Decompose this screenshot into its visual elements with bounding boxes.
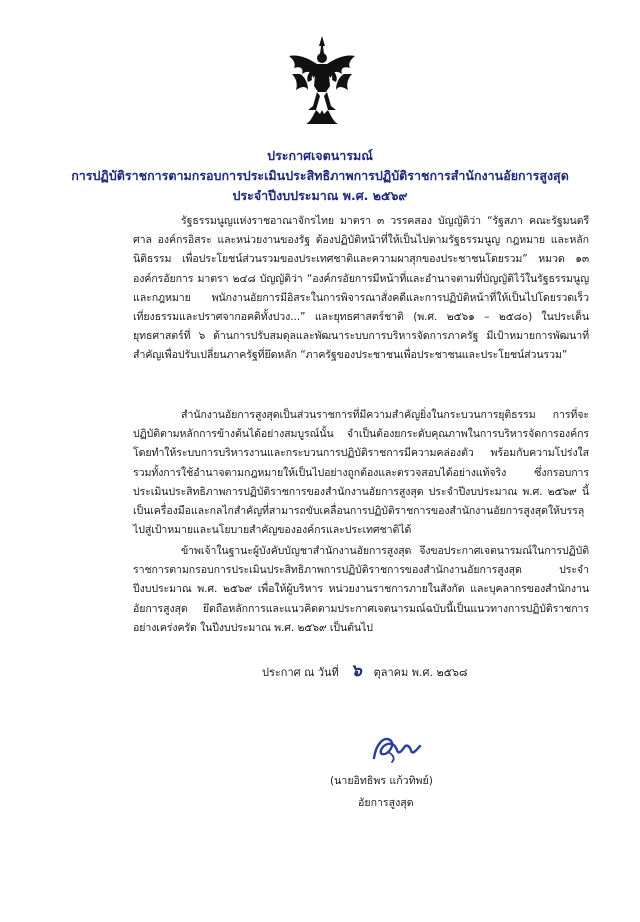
- announcement-title: ประกาศเจตนารมณ์: [267, 148, 373, 163]
- garuda-emblem-icon: [286, 34, 358, 126]
- fiscal-year-line: ประจำปีงบประมาณ พ.ศ. ๒๕๖๙: [232, 188, 408, 203]
- date-line: [262, 662, 468, 682]
- constitution-paragraph: รัฐธรรมนูญแห่งราชอาณาจักรไทย มาตรา ๓ วรรคสอง บัญญัติว่า “รัฐสภา คณะรัฐมนตรี ศาล องค์กรอิสระ และหน่วยงานของรัฐ ต้องปฏิบัติหน้าที่ให้เป็นไปตามรัฐธรรมนูญ กฎหมาย และหลักนิติธรรม เพื่อประโยชน์ส่วนรวมของประเทศชาติและความผาสุกของประชาชนโดยรวม” หมวด ๑๓ องค์กรอัยการ มาตรา ๒๔๘ บัญญัติว่า “องค์กรอัยการมีหน้าที่และอำนาจตามที่บัญญัติไว้ในรัฐธรรมนูญและกฎหมาย พนักงานอัยการมีอิสระในการพิจารณาสั่งคดีและการปฏิบัติหน้าที่ให้เป็นไปโดยรวดเร็ว เที่ยงธรรมและปราศจากอคติทั้งปวง...” และยุทธศาสตร์ชาติ (พ.ศ. ๒๕๖๑ – ๒๕๘๐) ในประเด็นยุทธศาสตร์ที่ ๖ ด้านการปรับสมดุลและพัฒนาระบบการบริหารจัดการภาครัฐ มีเป้าหมายการพัฒนาที่สำคัญเพื่อปรับเปลี่ยนภาครัฐที่ยึดหลัก “ภาครัฐของประชาชนเพื่อประชาชนและประโยชน์ส่วนรวม”: [133, 215, 589, 362]
- signatory-position: อัยการสูงสุด: [358, 797, 414, 809]
- date-prefix: ประกาศ ณ วันที่: [262, 666, 339, 679]
- declaration-paragraph: ข้าพเจ้าในฐานะผู้บังคับบัญชาสำนักงานอัยการสูงสุด จึงขอประกาศเจตนารมณ์ในการปฏิบัติราชการตามกรอบการประเมินประสิทธิภาพการปฏิบัติราชการของสำนักงานอัยการสูงสุด ประจำปีงบประมาณ พ.ศ. ๒๕๖๙ เพื่อให้ผู้บริหาร หน่วยงานราชการภายในสังกัด และบุคลากรของสำนักงานอัยการสูงสุด ยึดถือหลักการและแนวคิดตามประกาศเจตนารมณ์ฉบับนี้เป็นแนวทางการปฏิบัติราชการอย่างเคร่งครัด ในปีงบประมาณ พ.ศ. ๒๕๖๙ เป็นต้นไป: [133, 545, 589, 634]
- announcement-subject: การปฏิบัติราชการตามกรอบการประเมินประสิทธิภาพการปฏิบัติราชการสำนักงานอัยการสูงสุด: [71, 168, 569, 183]
- office-role-paragraph: สำนักงานอัยการสูงสุดเป็นส่วนราชการที่มีความสำคัญยิ่งในกระบวนการยุติธรรม การที่จะปฏิบัติตามหลักการข้างต้นได้อย่างสมบูรณ์นั้น จำเป็นต้องยกระดับคุณภาพในการบริหารจัดการองค์กร โดยทำให้ระบบการบริหารงานและกระบวนการปฏิบัติราชการมีความคล่องตัว พร้อมกับความโปร่งใส รวมทั้งการใช้อำนาจตามกฎหมายให้เป็นไปอย่างถูกต้องและตรวจสอบได้อย่างแท้จริง ซึ่งกรอบการประเมินประสิทธิภาพการปฏิบัติราชการของสำนักงานอัยการสูงสุด ประจำปีงบประมาณ พ.ศ. ๒๕๖๙ นี้ เป็นเครื่องมือและกลไกสำคัญที่สามารถขับเคลื่อนการปฏิบัติราชการของสำนักงานอัยการสูงสุดให้บรรลุไปสู่เป้าหมายและนโยบายสำคัญขององค์กรและประเทศชาติได้: [133, 409, 589, 537]
- signature-icon: [370, 732, 422, 766]
- date-month-year: ตุลาคม พ.ศ. ๒๕๖๘: [373, 666, 468, 679]
- date-day: ๖: [349, 660, 363, 682]
- signatory-name: (นายอิทธิพร แก้วทิพย์): [330, 775, 433, 787]
